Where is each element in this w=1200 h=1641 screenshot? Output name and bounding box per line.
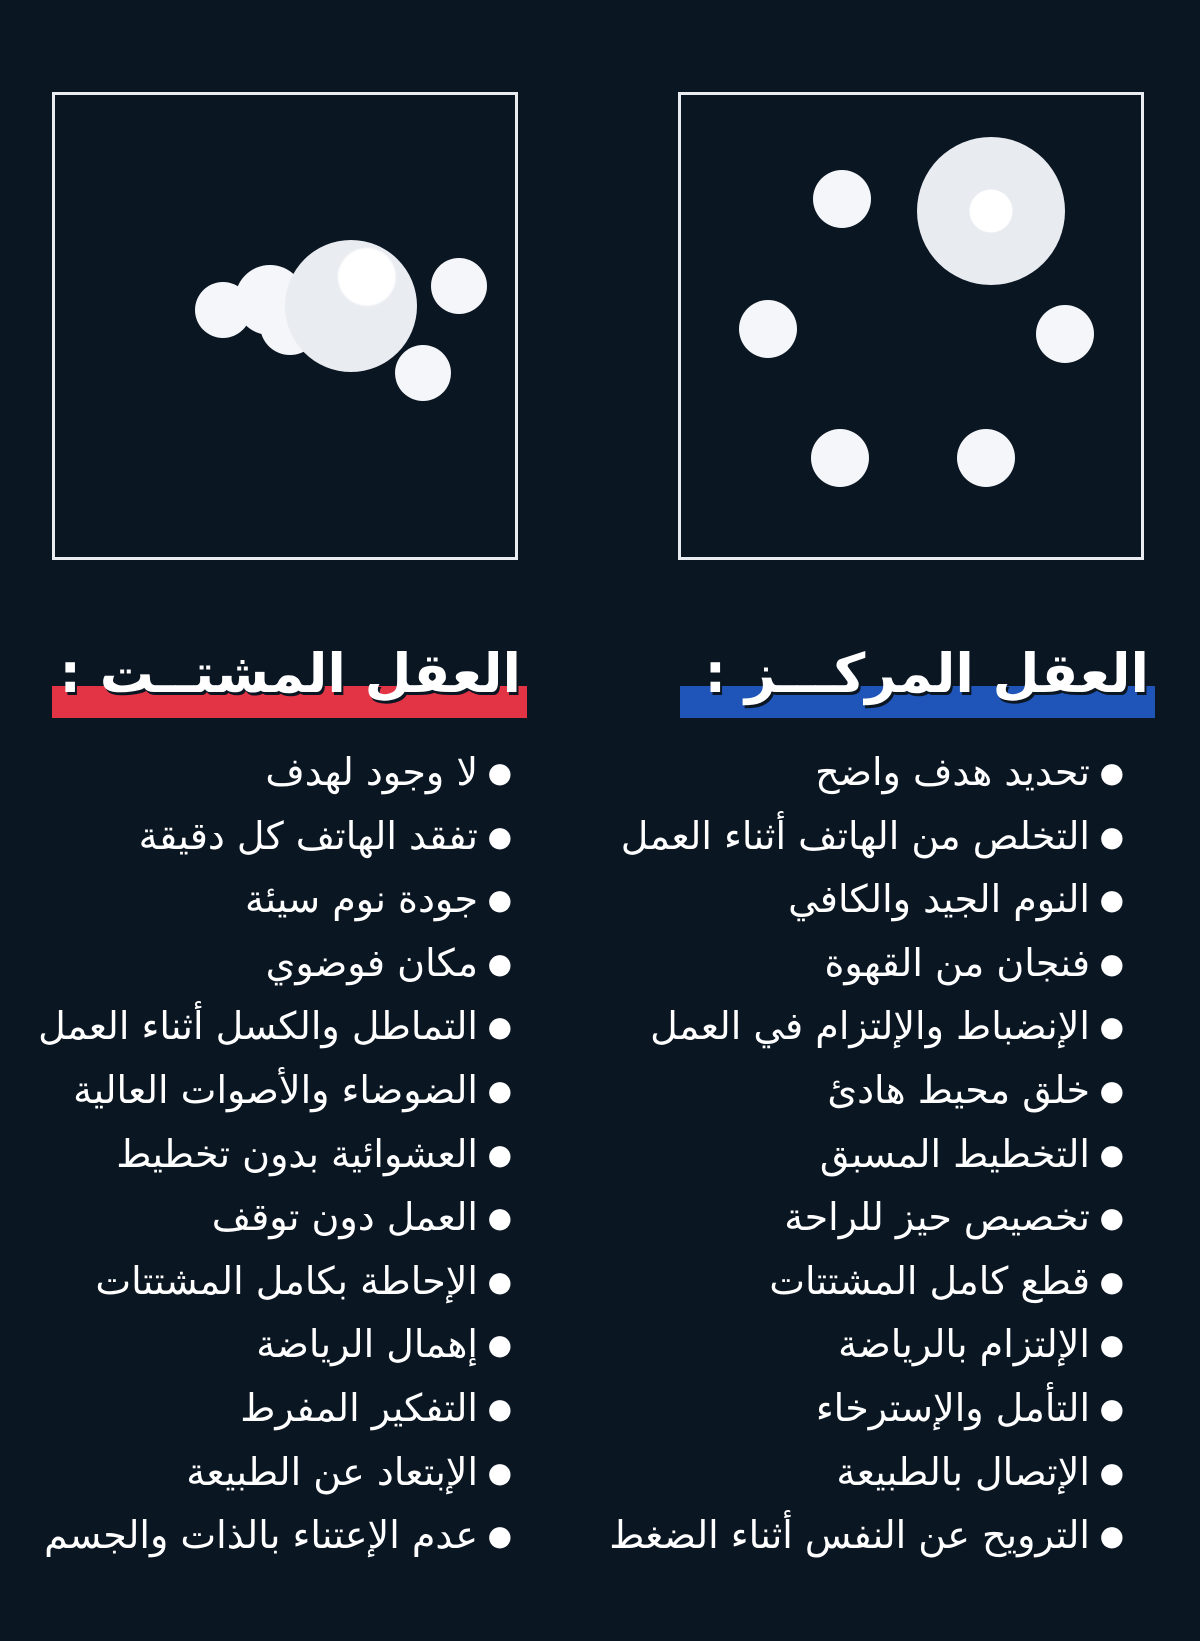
list-item: ● مكان فوضوي [0, 932, 526, 996]
list-item: ● عدم الإعتناء بالذات والجسم [0, 1504, 526, 1568]
bullet-icon: ● [1099, 819, 1124, 853]
bullet-icon: ● [487, 756, 512, 789]
focused-mind-list [560, 741, 1138, 1568]
bullet-icon: ● [1099, 1519, 1124, 1553]
list-item: ● الترويح عن النفس أثناء الضغط [560, 1504, 1138, 1568]
bullet-icon: ● [1099, 1010, 1124, 1044]
bullet-icon: ● [487, 1519, 512, 1553]
bullet-icon: ● [1099, 883, 1124, 917]
list-item: ● خلق محيط هادئ [560, 1059, 1138, 1123]
list-item: ● التخطيط المسبق [560, 1123, 1138, 1187]
list-item: ● تخصيص حيز للراحة [560, 1186, 1138, 1250]
distracted-mind-illustration [52, 92, 518, 560]
small-circle [395, 345, 451, 401]
bullet-icon: ● [487, 1328, 512, 1362]
list-item: ● الإبتعاد عن الطبيعة [0, 1441, 526, 1505]
list-item: ● العمل دون توقف [0, 1186, 526, 1250]
bullet-icon: ● [487, 1010, 512, 1044]
bullet-icon: ● [1099, 756, 1124, 789]
list-item: ● التماطل والكسل أثناء العمل [0, 995, 526, 1059]
list-item: ● تفقد الهاتف كل دقيقة [0, 805, 526, 869]
bullet-icon: ● [487, 883, 512, 917]
list-item: ● لا وجود لهدف [0, 741, 526, 805]
list-item: ● قطع كامل المشتتات [560, 1250, 1138, 1314]
small-circle [739, 300, 797, 358]
list-item: ● النوم الجيد والكافي [560, 868, 1138, 932]
bullet-icon: ● [487, 1455, 512, 1489]
list-item: ● الإنضباط والإلتزام في العمل [560, 995, 1138, 1059]
bullet-icon: ● [1099, 1073, 1124, 1107]
bullet-icon: ● [487, 1201, 512, 1235]
bullet-icon: ● [1099, 1137, 1124, 1171]
large-circle [285, 240, 417, 372]
bullet-icon: ● [1099, 1201, 1124, 1235]
list-item: ● الإتصال بالطبيعة [560, 1441, 1138, 1505]
bullet-icon: ● [487, 946, 512, 980]
list-item: ● التفكير المفرط [0, 1377, 526, 1441]
bullet-icon: ● [487, 1391, 512, 1425]
list-item: ● الإلتزام بالرياضة [560, 1313, 1138, 1377]
list-item: ● جودة نوم سيئة [0, 868, 526, 932]
bullet-icon: ● [1099, 1264, 1124, 1298]
small-circle [813, 170, 871, 228]
focused-mind-illustration [678, 92, 1144, 560]
list-item: ● فنجان من القهوة [560, 932, 1138, 996]
bullet-icon: ● [1099, 1328, 1124, 1362]
bullet-icon: ● [1099, 946, 1124, 980]
list-item: ● التأمل والإسترخاء [560, 1377, 1138, 1441]
focused-mind-heading [680, 640, 1155, 718]
heading-title: العقل المشتــت : [59, 642, 521, 705]
bullet-icon: ● [487, 1073, 512, 1107]
list-item: ● التخلص من الهاتف أثناء العمل [560, 805, 1138, 869]
bullet-icon: ● [1099, 1455, 1124, 1489]
list-item: ● الإحاطة بكامل المشتتات [0, 1250, 526, 1314]
list-item: ● العشوائية بدون تخطيط [0, 1123, 526, 1187]
bullet-icon: ● [487, 1137, 512, 1171]
distracted-mind-list [0, 741, 526, 1568]
small-circle [431, 258, 487, 314]
heading-title: العقل المركـــز : [704, 642, 1149, 705]
small-circle [811, 429, 869, 487]
bullet-icon: ● [487, 1264, 512, 1298]
list-item: ● إهمال الرياضة [0, 1313, 526, 1377]
small-circle [1036, 305, 1094, 363]
small-circle [957, 429, 1015, 487]
bullet-icon: ● [1099, 1391, 1124, 1425]
list-item: ● الضوضاء والأصوات العالية [0, 1059, 526, 1123]
distracted-mind-heading [52, 640, 527, 718]
bullet-icon: ● [487, 819, 512, 853]
large-circle [917, 137, 1065, 285]
list-item: ● تحديد هدف واضح [560, 741, 1138, 805]
